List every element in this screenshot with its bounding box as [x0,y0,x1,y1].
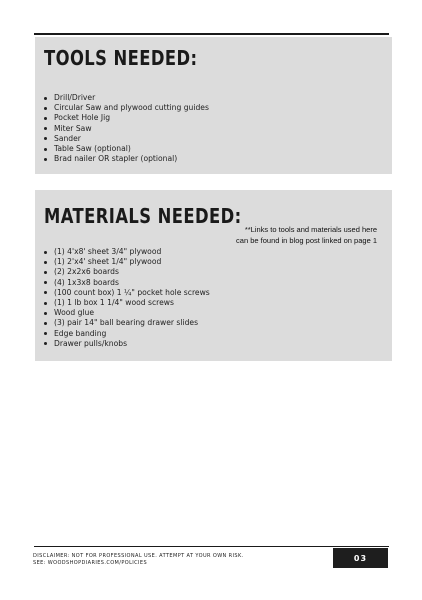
footer-disclaimer [33,553,323,567]
bullet-icon [44,127,47,130]
materials-needed-title: MATERIALS NEEDED: [44,204,242,228]
page-number: 03 [353,553,368,563]
tools-list [43,93,209,164]
disclaimer-text: DISCLAIMER: NOT FOR PROFESSIONAL USE. ATTEMPT AT YOUR OWN RISK. [33,553,244,559]
list-item: (1) 4'x8' sheet 3/4" plywood [43,247,210,257]
bullet-icon [44,261,47,264]
list-item: Miter Saw [43,124,209,134]
list-item: (1) 2'x4' sheet 1/4" plywood [43,257,210,267]
tools-needed-title: TOOLS NEEDED: [44,46,198,70]
bullet-icon [44,137,47,140]
list-item: (2) 2x2x6 boards [43,267,210,277]
bullet-icon [44,332,47,335]
list-item: Drill/Driver [43,93,209,103]
list-item: (4) 1x3x8 boards [43,278,210,288]
top-divider [34,33,389,35]
materials-needed-panel [35,190,392,361]
bullet-icon [44,342,47,345]
list-item: Edge banding [43,329,210,339]
page-number-badge [333,548,388,568]
policies-link[interactable]: SEE: WOODSHOPDIARIES.COM/POLICIES [33,560,148,566]
list-item: Pocket Hole Jig [43,113,209,123]
materials-list [43,247,210,349]
bullet-icon [44,107,47,110]
bullet-icon [44,117,47,120]
list-item: Table Saw (optional) [43,144,209,154]
bullet-icon [44,158,47,161]
bullet-icon [44,271,47,274]
list-item: (1) 1 lb box 1 1/4" wood screws [43,298,210,308]
bullet-icon [44,291,47,294]
bullet-icon [44,97,47,100]
bullet-icon [44,148,47,151]
list-item: Drawer pulls/knobs [43,339,210,349]
list-item: (3) pair 14" ball bearing drawer slides [43,318,210,328]
list-item: Brad nailer OR stapler (optional) [43,154,209,164]
list-item: Wood glue [43,308,210,318]
bullet-icon [44,302,47,305]
tools-needed-panel [35,37,392,174]
links-note: **Links to tools and materials used here can be found in blog post linked on page 1 [236,225,377,245]
list-item: Sander [43,134,209,144]
bullet-icon [44,251,47,254]
bullet-icon [44,322,47,325]
list-item: Circular Saw and plywood cutting guides [43,103,209,113]
bottom-divider [34,546,389,547]
list-item: (100 count box) 1 ¼" pocket hole screws [43,288,210,298]
bullet-icon [44,312,47,315]
bullet-icon [44,281,47,284]
